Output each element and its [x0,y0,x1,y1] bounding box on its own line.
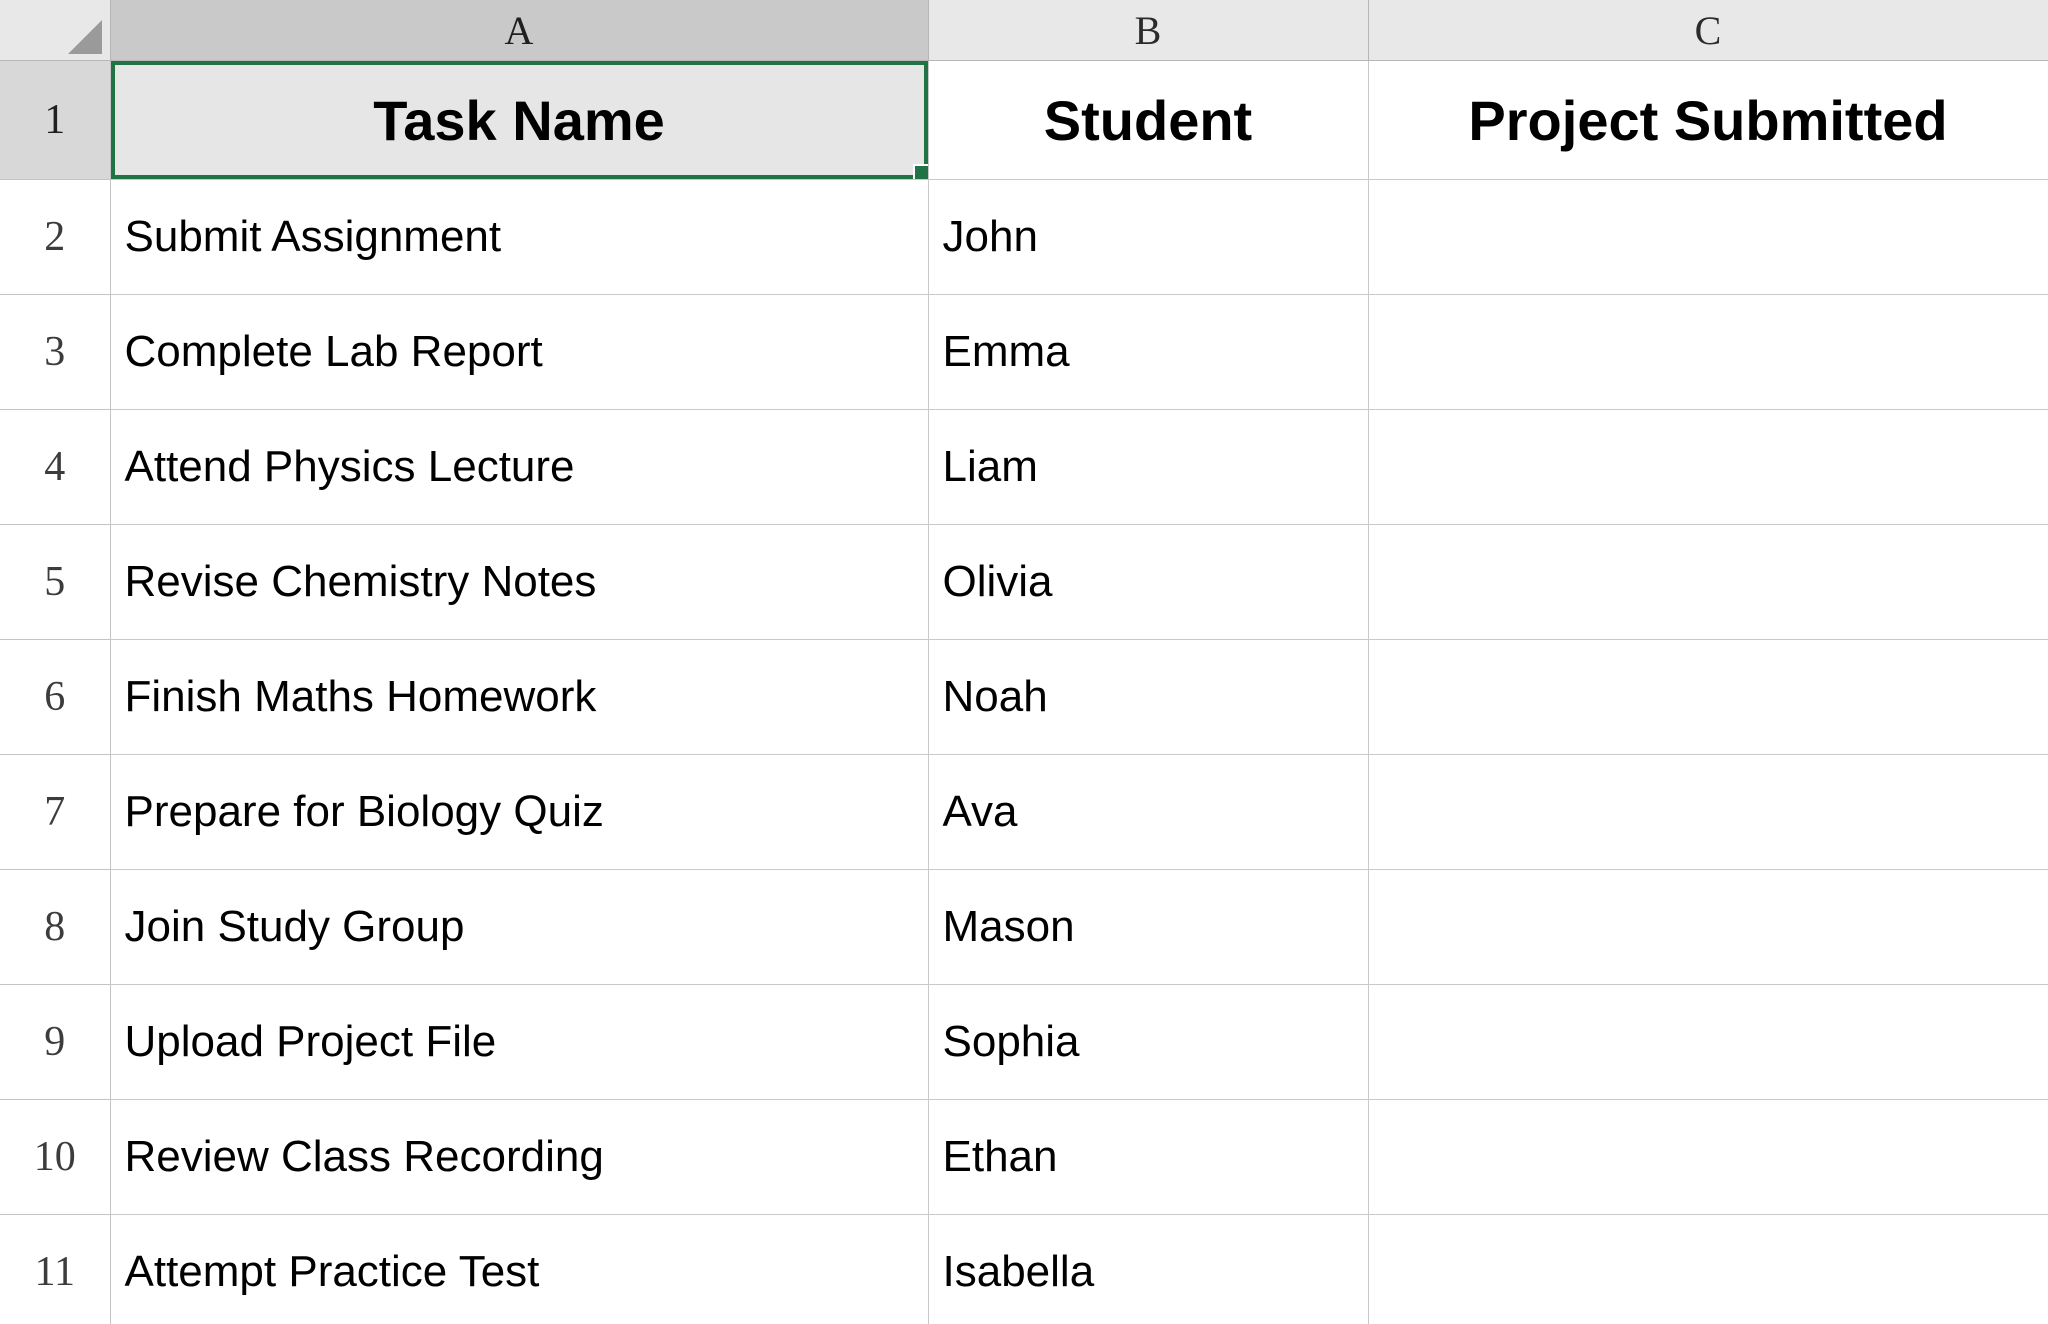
cell-a4[interactable]: Attend Physics Lecture [110,410,928,525]
cell-a8[interactable]: Join Study Group [110,870,928,985]
cell-b8[interactable]: Mason [928,870,1368,985]
cell-a7[interactable]: Prepare for Biology Quiz [110,755,928,870]
row-header-7[interactable]: 7 [0,755,110,870]
row-header-9[interactable]: 9 [0,985,110,1100]
cell-a1-text: Task Name [373,88,665,152]
cell-c10[interactable] [1368,1100,2048,1215]
table-row [0,525,2048,640]
cell-c2[interactable] [1368,180,2048,295]
table-row [0,870,2048,985]
cell-c6[interactable] [1368,640,2048,755]
cell-c7[interactable] [1368,755,2048,870]
cell-a11[interactable]: Attempt Practice Test [110,1215,928,1324]
row-header-8[interactable]: 8 [0,870,110,985]
cell-b5[interactable]: Olivia [928,525,1368,640]
row-header-5[interactable]: 5 [0,525,110,640]
cell-b2[interactable]: John [928,180,1368,295]
table-row [0,61,2048,180]
cell-a9[interactable]: Upload Project File [110,985,928,1100]
row-header-1[interactable]: 1 [0,61,110,180]
cell-b9[interactable]: Sophia [928,985,1368,1100]
cell-c5[interactable] [1368,525,2048,640]
table-row [0,1215,2048,1324]
column-header-row [0,0,2048,61]
cell-a10[interactable]: Review Class Recording [110,1100,928,1215]
row-header-2[interactable]: 2 [0,180,110,295]
cell-a2[interactable]: Submit Assignment [110,180,928,295]
cell-b6[interactable]: Noah [928,640,1368,755]
select-all-triangle-icon [68,20,102,54]
cell-a1[interactable] [110,61,928,180]
cell-c11[interactable] [1368,1215,2048,1324]
cell-b10[interactable]: Ethan [928,1100,1368,1215]
cell-c3[interactable] [1368,295,2048,410]
table-row [0,755,2048,870]
cell-c4[interactable] [1368,410,2048,525]
row-header-11[interactable]: 11 [0,1215,110,1324]
column-header-a[interactable]: A [110,0,928,61]
table-row [0,295,2048,410]
cell-b3[interactable]: Emma [928,295,1368,410]
column-header-c[interactable]: C [1368,0,2048,61]
select-all-corner[interactable] [0,0,110,61]
cell-c1[interactable]: Project Submitted [1368,61,2048,180]
table-row [0,180,2048,295]
cell-c9[interactable] [1368,985,2048,1100]
cell-b1[interactable]: Student [928,61,1368,180]
cell-a6[interactable]: Finish Maths Homework [110,640,928,755]
table-row [0,1100,2048,1215]
row-header-10[interactable]: 10 [0,1100,110,1215]
table-row [0,985,2048,1100]
cell-a3[interactable]: Complete Lab Report [110,295,928,410]
cell-b4[interactable]: Liam [928,410,1368,525]
cell-b7[interactable]: Ava [928,755,1368,870]
cell-c8[interactable] [1368,870,2048,985]
cell-b11[interactable]: Isabella [928,1215,1368,1324]
fill-handle[interactable] [913,164,929,180]
row-header-4[interactable]: 4 [0,410,110,525]
table-row [0,410,2048,525]
cell-a5[interactable]: Revise Chemistry Notes [110,525,928,640]
row-header-3[interactable]: 3 [0,295,110,410]
column-header-b[interactable]: B [928,0,1368,61]
row-header-6[interactable]: 6 [0,640,110,755]
table-row [0,640,2048,755]
